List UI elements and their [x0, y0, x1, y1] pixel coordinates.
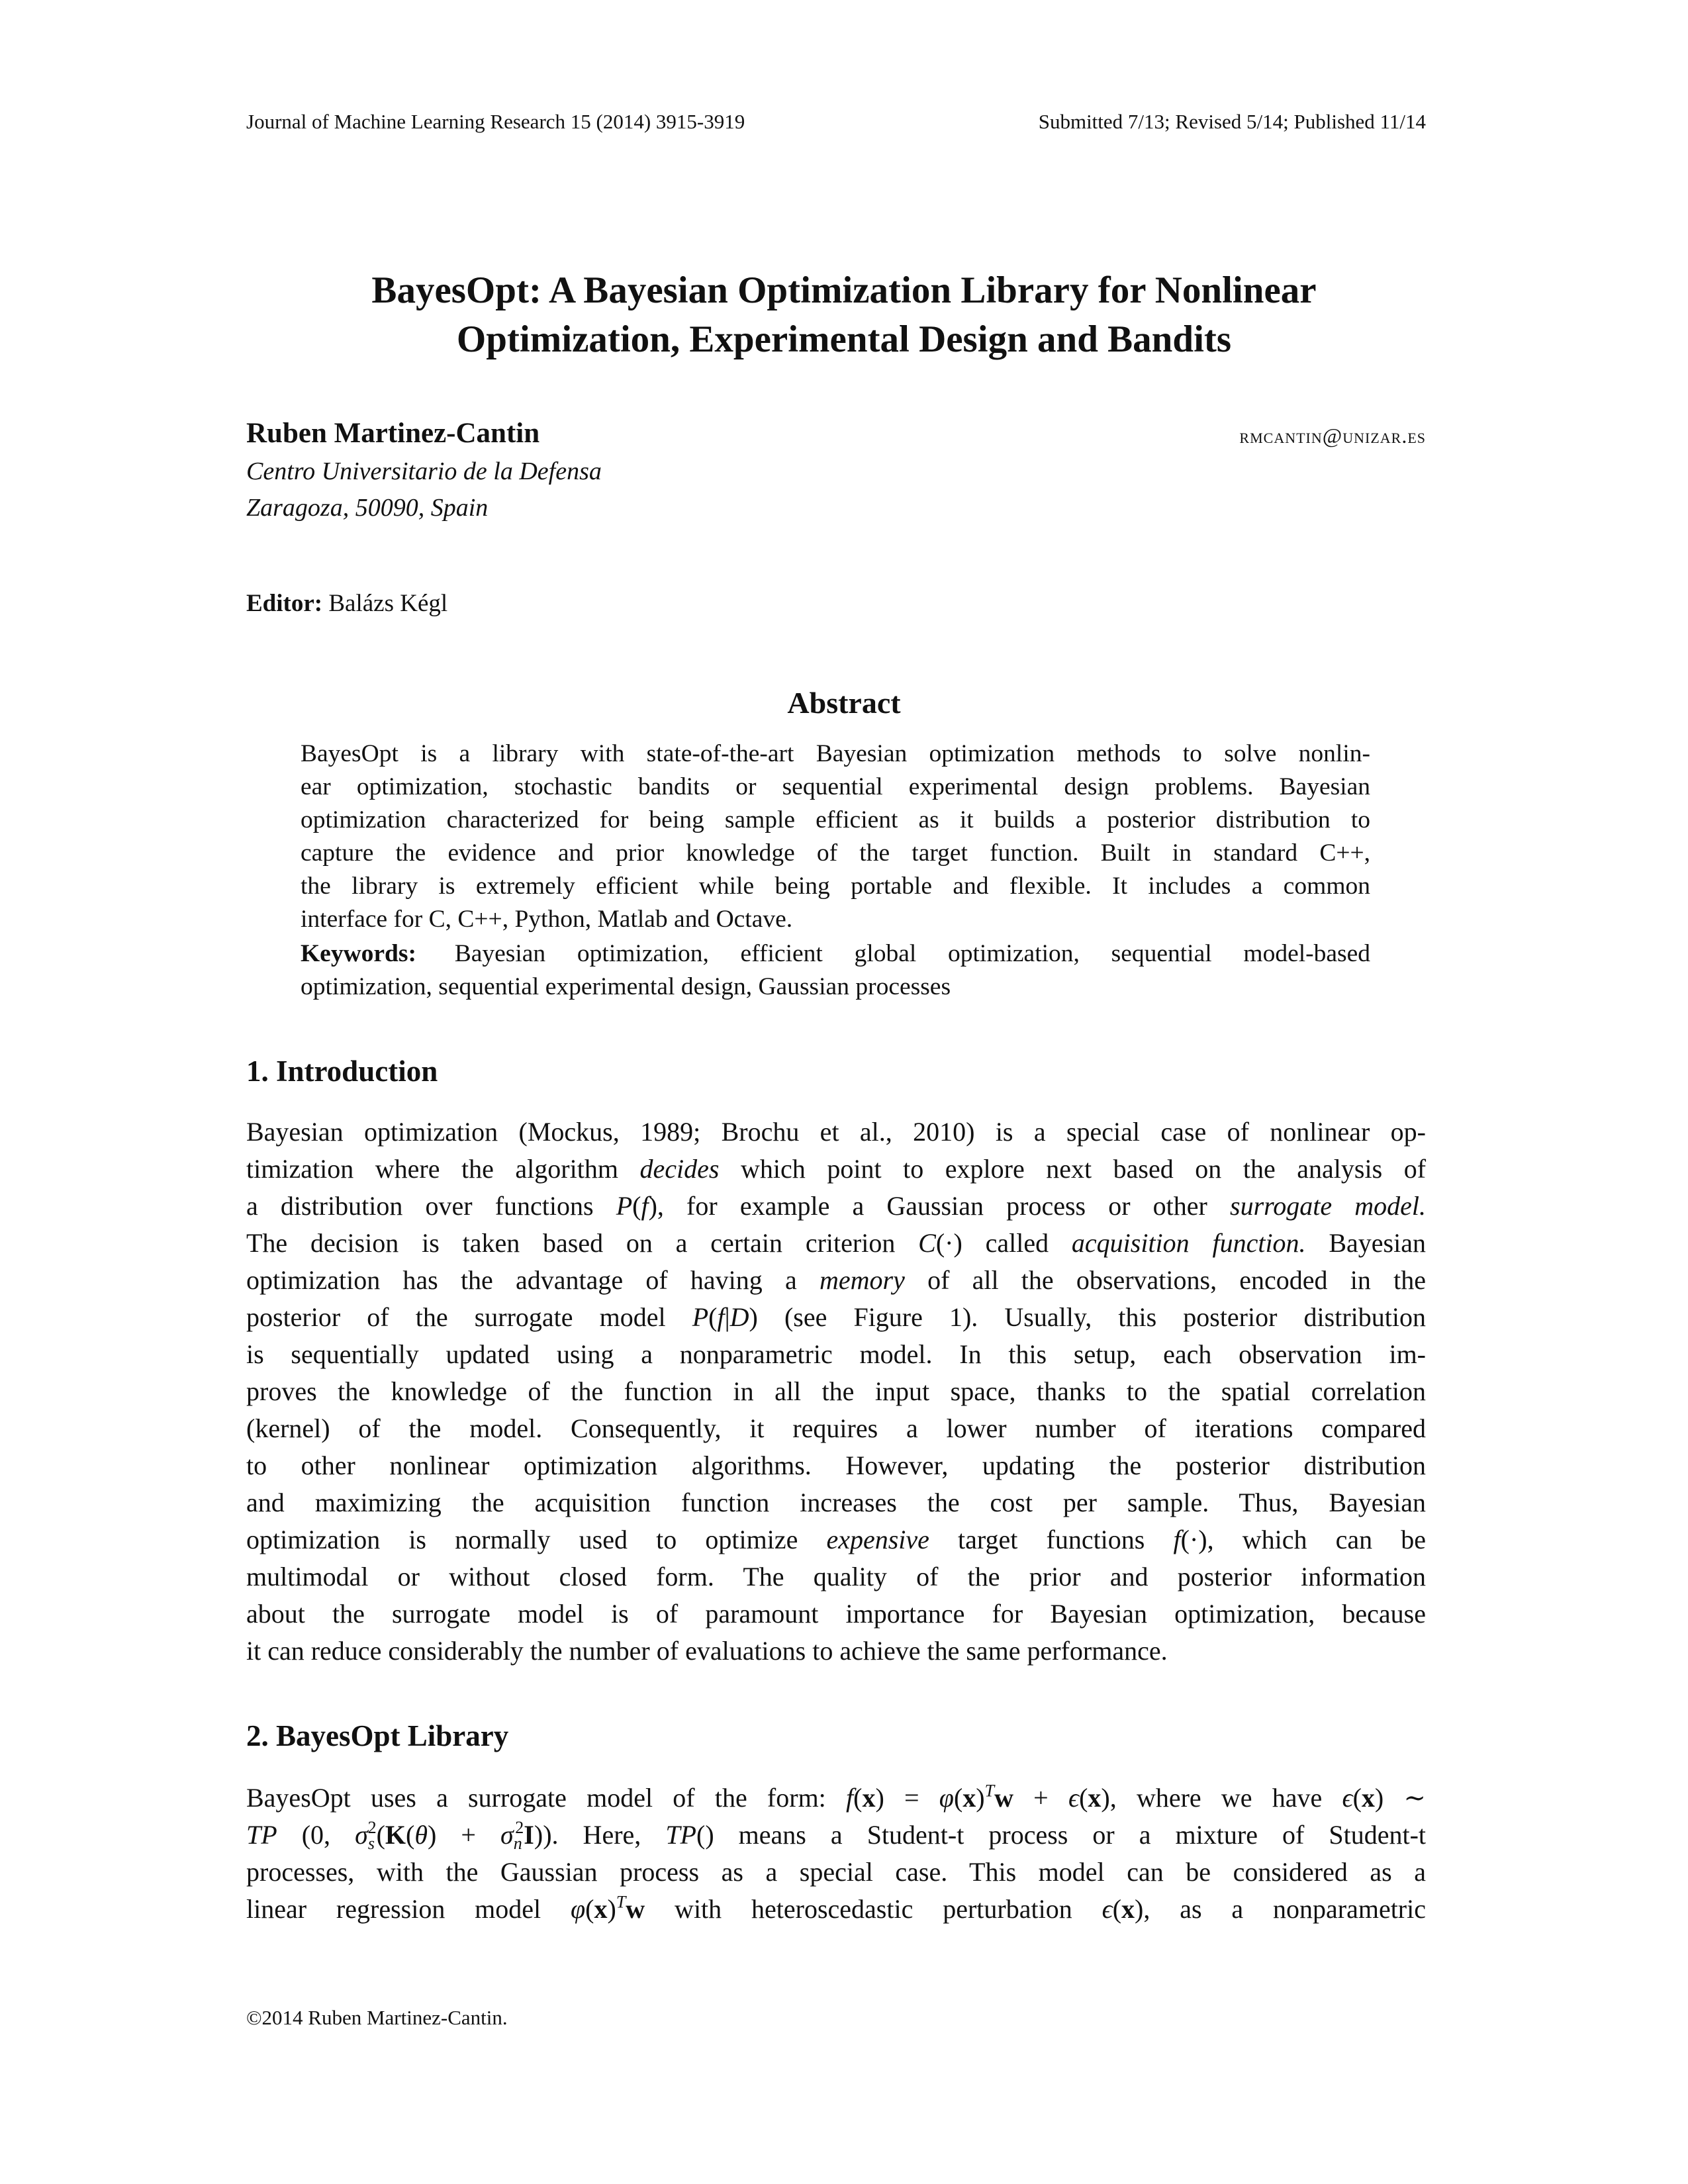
body-line: about the surrogate model is of paramount importance for Bayesian optimization, because [246, 1599, 1426, 1629]
author-affiliation-2: Zaragoza, 50090, Spain [246, 494, 489, 522]
body-line: timization where the algorithm decides which point to explore next based on the analysis of [246, 1154, 1427, 1184]
body-line: posterior of the surrogate model P(f|D) (see Figure 1). Usually, this posterior distribution [246, 1302, 1426, 1332]
author-affiliation-1: Centro Universitario de la Defensa [246, 457, 602, 485]
abstract-heading: Abstract [787, 686, 901, 720]
body-line: Bayesian optimization (Mockus, 1989; Brochu et al., 2010) is a special case of nonlinear op- [246, 1117, 1426, 1147]
section-body-introduction [246, 1114, 1426, 1670]
body-line: a distribution over functions P(f), for example a Gaussian process or other surrogate model. [246, 1191, 1426, 1221]
editor-line [246, 589, 447, 618]
editor-label: Editor: [246, 590, 323, 617]
keywords [301, 937, 1370, 1004]
body-line: The decision is taken based on a certain criterion C(·) called acquisition function. Bayesian [246, 1228, 1426, 1258]
body-line: it can reduce considerably the number of evaluations to achieve the same performance. [246, 1636, 1168, 1666]
abstract-line: capture the evidence and prior knowledge of the target function. Built in standard C++, [301, 839, 1370, 867]
abstract-line: interface for C, C++, Python, Matlab and Octave. [301, 906, 793, 933]
section-heading-introduction: 1. Introduction [246, 1055, 438, 1088]
body-line: BayesOpt uses a surrogate model of the form: $f(x) = \varphi(x)^Tw + \epsilon(x)$, where we have ϵ(x) ∼ [246, 1781, 1426, 1813]
keywords-text: Bayesian optimization, efficient global optimization, sequential model-based [454, 940, 1370, 967]
paper-title [0, 266, 1688, 364]
keywords-label: Keywords: [301, 940, 416, 967]
section-body-bayesopt-library [246, 1780, 1426, 1928]
keywords-line: optimization, sequential experimental design, Gaussian processes [301, 973, 951, 1000]
abstract-line: optimization characterized for being sample efficient as it builds a posterior distribution to [301, 806, 1370, 833]
paper-title-line-1: BayesOpt: A Bayesian Optimization Library for Nonlinear [371, 269, 1317, 311]
body-line: is sequentially updated using a nonparametric model. In this setup, each observation im- [246, 1339, 1426, 1369]
body-line: and maximizing the acquisition function increases the cost per sample. Thus, Bayesian [246, 1488, 1426, 1517]
body-line: to other nonlinear optimization algorithms. However, updating the posterior distribution [246, 1450, 1426, 1480]
body-line: optimization has the advantage of having a memory of all the observations, encoded in the [246, 1265, 1426, 1295]
editor-name: Balázs Kégl [328, 590, 448, 617]
body-line: linear regression model $\varphi(x)^Tw$ with heteroscedastic perturbation ϵ(x), as a nonparametric [246, 1892, 1426, 1924]
body-line: proves the knowledge of the function in all the input space, thanks to the spatial correlation [246, 1376, 1426, 1406]
abstract-line: ear optimization, stochastic bandits or sequential experimental design problems. Bayesian [301, 773, 1370, 800]
section-heading-bayesopt-library: 2. BayesOpt Library [246, 1719, 509, 1752]
body-line: processes, with the Gaussian process as a special case. This model can be considered as a [246, 1857, 1426, 1887]
keywords-line [301, 937, 1370, 971]
running-header-dates: Submitted 7/13; Revised 5/14; Published 11/14 [1038, 110, 1426, 133]
abstract-line: the library is extremely efficient while being portable and flexible. It includes a common [301, 873, 1370, 900]
copyright-notice: ©2014 Ruben Martinez-Cantin. [246, 2006, 508, 2029]
body-line: optimization is normally used to optimize expensive target functions f(·), which can be [246, 1525, 1426, 1554]
author-name: Ruben Martinez-Cantin [246, 418, 540, 449]
body-line: (kernel) of the model. Consequently, it requires a lower number of iterations compared [246, 1413, 1426, 1443]
body-line: TP (0, $\sigma_s^2(K(\theta) + \sigma_n^2I)$). Here, TP() means a Student-t process or a mixture of Student-t [246, 1818, 1426, 1853]
paper-title-line-2: Optimization, Experimental Design and Bandits [456, 318, 1232, 360]
body-line: multimodal or without closed form. The quality of the prior and posterior information [246, 1562, 1426, 1591]
running-header-journal: Journal of Machine Learning Research 15 (2014) 3915-3919 [246, 110, 745, 133]
author-email: rmcantin@unizar.es [1239, 424, 1426, 448]
abstract-line: BayesOpt is a library with state-of-the-art Bayesian optimization methods to solve nonlin- [301, 740, 1370, 767]
abstract-body [301, 737, 1370, 936]
